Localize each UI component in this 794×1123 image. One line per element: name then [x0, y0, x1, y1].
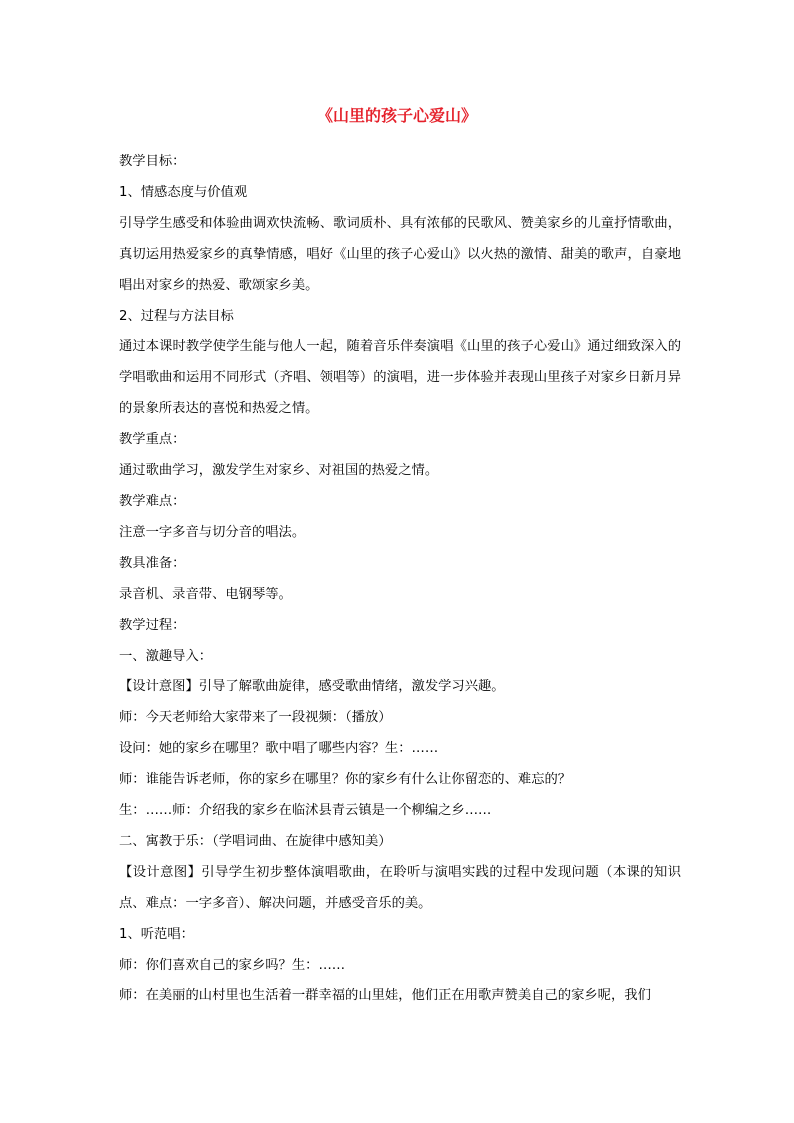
- paragraph-difficulties: 注意一字多音与切分音的唱法。: [119, 524, 306, 540]
- section-two-heading: 二、寓教于乐：（学唱词曲、在旋律中感知美）: [119, 833, 392, 849]
- dialogue-line: 生：……师：介绍我的家乡在临沭县青云镇是一个柳编之乡……: [119, 803, 492, 819]
- section-one-heading: 一、激趣导入：: [119, 648, 213, 664]
- dialogue-line: 设问：她的家乡在哪里？歌中唱了哪些内容？生：……: [119, 741, 439, 757]
- step-listen-heading: 1、听范唱：: [119, 926, 194, 942]
- heading-teaching-goals: 教学目标：: [119, 154, 186, 169]
- heading-key-points: 教学重点：: [119, 432, 186, 448]
- document-body: [119, 147, 681, 1012]
- subheading-attitude-values: 1、情感态度与价值观: [119, 184, 248, 200]
- design-intent-two: 【设计意图】引导学生初步整体演唱歌曲，在聆听与演唱实践的过程中发现问题（本课的知识点、难点：一字多音）、解决问题，并感受音乐的美。: [119, 864, 681, 911]
- document-title: 《山里的孩子心爱山》: [316, 106, 477, 125]
- heading-difficulties: 教学难点：: [119, 493, 186, 509]
- paragraph-attitude-values: 引导学生感受和体验曲调欢快流畅、歌词质朴、具有浓郁的民歌风、赞美家乡的儿童抒情歌曲，真切运用热爱家乡的真挚情感，唱好《山里的孩子心爱山》以火热的激情、甜美的歌声，自豪地唱出对家乡的热爱、歌颂家乡美。: [119, 215, 681, 293]
- paragraph-key-points: 通过歌曲学习，激发学生对家乡、对祖国的热爱之情。: [119, 463, 439, 479]
- dialogue-line: 师：谁能告诉老师，你的家乡在哪里？你的家乡有什么让你留恋的、难忘的？: [119, 772, 572, 788]
- paragraph-process-method: 通过本课时教学使学生能与他人一起，随着音乐伴奏演唱《山里的孩子心爱山》通过细致深入的学唱歌曲和运用不同形式（齐唱、领唱等）的演唱，进一步体验并表现山里孩子对家乡日新月异的景象所表达的喜悦和热爱之情。: [119, 339, 681, 417]
- heading-teaching-process: 教学过程：: [119, 617, 186, 633]
- dialogue-line: 师：今天老师给大家带来了一段视频：（播放）: [119, 710, 392, 726]
- dialogue-line: 师：你们喜欢自己的家乡吗？生：……: [119, 957, 346, 973]
- heading-materials: 教具准备：: [119, 555, 186, 571]
- subheading-process-method: 2、过程与方法目标: [119, 308, 234, 324]
- dialogue-line: 师：在美丽的山村里也生活着一群幸福的山里娃，他们正在用歌声赞美自己的家乡呢，我们: [119, 988, 651, 1004]
- paragraph-materials: 录音机、录音带、电钢琴等。: [119, 586, 292, 602]
- design-intent-one: 【设计意图】引导了解歌曲旋律，感受歌曲情绪，激发学习兴趣。: [119, 679, 505, 695]
